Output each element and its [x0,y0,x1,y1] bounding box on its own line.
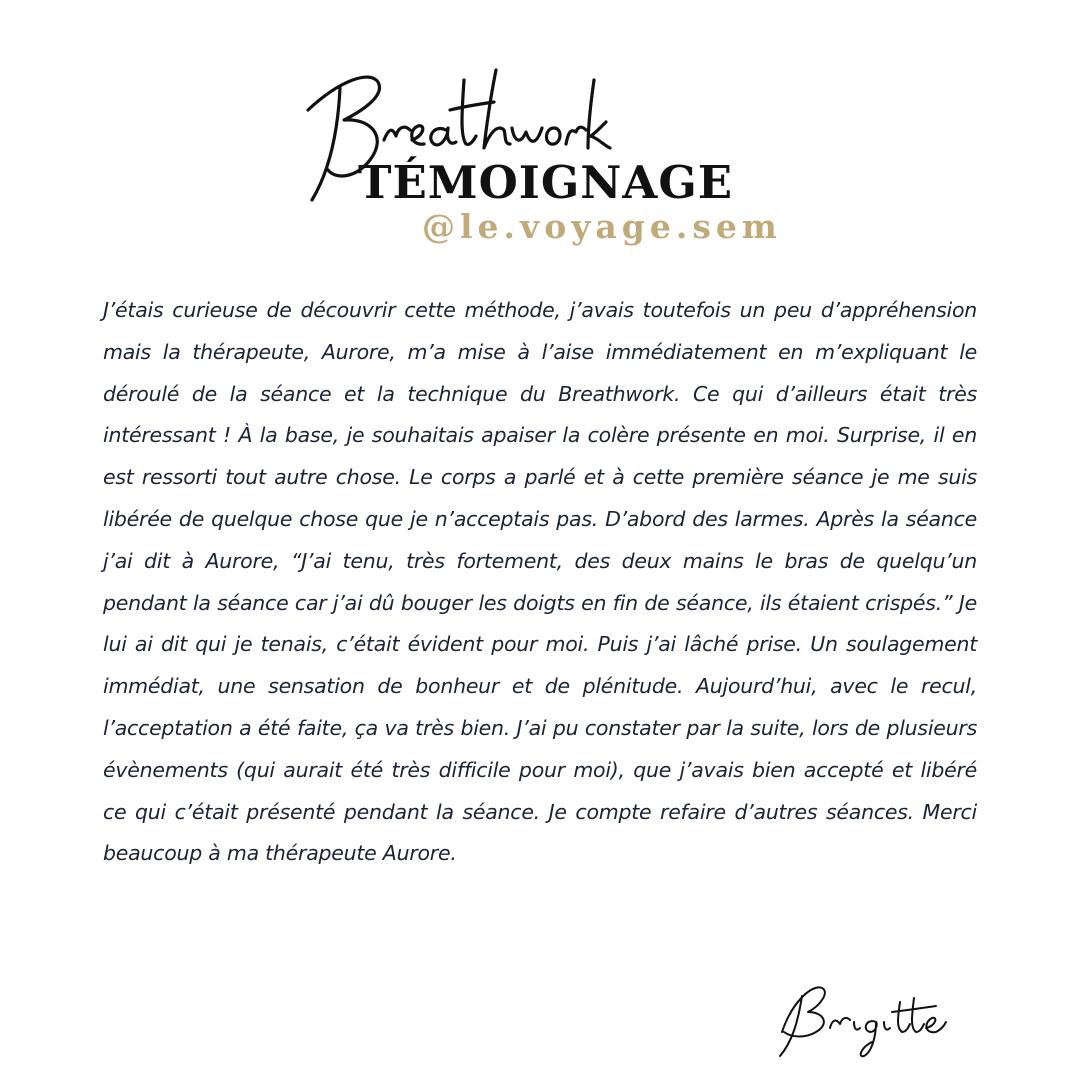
signature-graphic [772,972,952,1062]
testimonial-text: J’étais curieuse de découvrir cette méthode, j’avais toutefois un peu d’appréhension mais la thérapeute, Aurore, m’a mise à l’aise immédiatement en m’expliquant le déroulé de la séance et la technique du Breathwork. Ce qui d’ailleurs était très intéressant ! À la base, je souhaitais apaiser la colère présente en moi. Surprise, il en est ressorti tout autre chose. Le corps a parlé et à cette première séance je me suis libérée de quelque chose que je n’acceptais pas. D’abord des larmes. Après la séance j’ai dit à Aurore, “J’ai tenu, très fortement, des deux mains le bras de quelqu’un pendant la séance car j’ai dû bouger les doigts en fin de séance, ils étaient crispés.” Je lui ai dit qui je tenais, c’était évident pour moi. Puis j’ai lâché prise. Un soulagement immédiat, une sensation de bonheur et de plénitude. Aujourd’hui, avec le recul, l’acceptation a été faite, ça va très bien. J’ai pu constater par la suite, lors de plusieurs évènements (qui aurait été très difficile pour moi), que j’avais bien accepté et libéré ce qui c’était présenté pendant la séance. Je compte refaire d’autres séances. Merci beaucoup à ma thérapeute Aurore. [103,298,977,866]
instagram-handle: @le.voyage.sem [422,207,782,246]
signature [772,972,952,1062]
page-title: TÉMOIGNAGE [358,156,734,209]
